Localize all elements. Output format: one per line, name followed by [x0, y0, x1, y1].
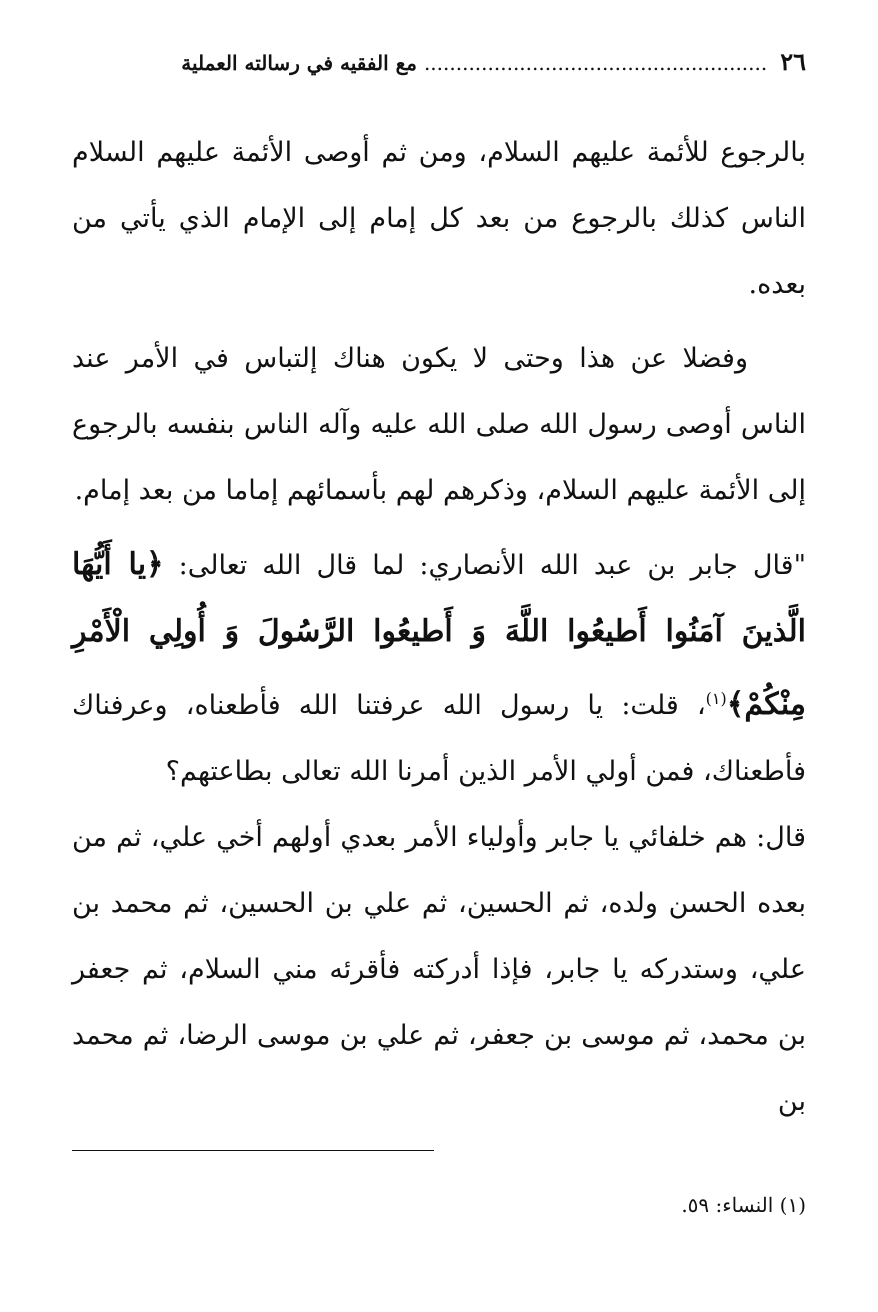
- paragraph-4: قال: هم خلفائي يا جابر وأولياء الأمر بعدي أولهم أخي علي، ثم من بعده الحسن ولده، ثم الحسين، ثم علي بن الحسين، ثم محمد بن علي، وستدركه يا جابر، فإذا أدركته فأقرئه مني السلام، ثم جعفر بن محمد، ثم موسى بن جعفر، ثم علي بن موسى الرضا، ثم محمد بن: [72, 822, 806, 1117]
- quran-verse: ﴿يا أَيُّهَا الَّذينَ آمَنُوا أَطيعُوا اللَّهَ وَ أَطيعُوا الرَّسُولَ وَ أُولِي الْأَمْرِ مِنْكُمْ﴾: [72, 547, 806, 722]
- page-number: ٢٦: [780, 47, 806, 76]
- footnote-divider: [72, 1150, 434, 1151]
- header-title: مع الفقيه في رسالته العملية: [181, 51, 417, 75]
- paragraph-1: بالرجوع للأئمة عليهم السلام، ومن ثم أوصى الأئمة عليهم السلام الناس كذلك بالرجوع من بعد كل إمام إلى الإمام الذي يأتي من بعده.: [72, 137, 806, 300]
- footnote-marker: (١): [705, 689, 727, 708]
- header-leader-dots: ......................................................: [423, 51, 768, 75]
- paragraph-2: وفضلا عن هذا وحتى لا يكون هناك إلتباس في الأمر عند الناس أوصى رسول الله صلى الله عليه وآله الناس بنفسه بالرجوع إلى الأئمة عليهم السلام، وذكرهم لهم بأسمائهم إماما من بعد إمام.: [72, 343, 806, 506]
- paragraph-3-rest: ، قلت: يا رسول الله عرفتنا الله فأطعناه، وعرفناك فأطعناك، فمن أولي الأمر الذين أمرنا الله تعالى بطاعتهم؟: [72, 690, 806, 787]
- paragraph-3: [72, 532, 806, 805]
- body-text: [72, 120, 806, 1135]
- paragraph-3-intro: "قال جابر بن عبد الله الأنصاري: لما قال الله تعالى:: [163, 550, 806, 581]
- book-page: [72, 40, 806, 1280]
- footnote: (١) النساء: ٥٩.: [681, 1193, 806, 1217]
- running-header: [72, 44, 806, 80]
